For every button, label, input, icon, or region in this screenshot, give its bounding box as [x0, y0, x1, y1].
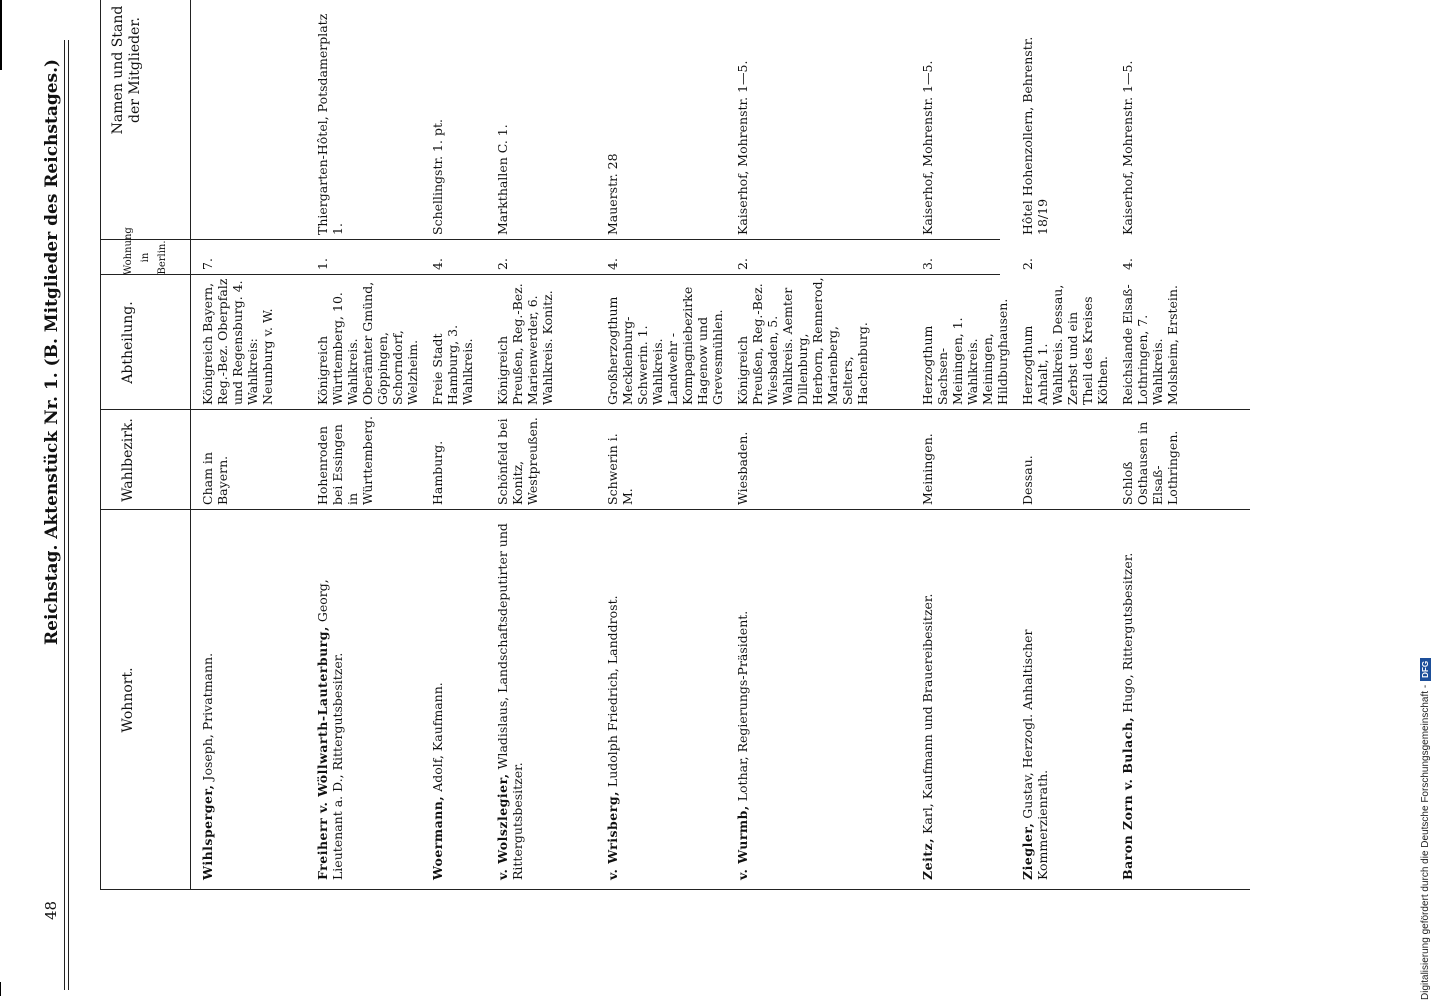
member-title: Hugo, Rittergutsbesitzer.: [1120, 552, 1135, 713]
table-header-rule: [190, 0, 191, 890]
member-title: Lothar, Regierungs-Präsident.: [735, 610, 750, 802]
column-rule-district: [100, 409, 1250, 410]
page-number: 48: [42, 900, 60, 920]
member-residence: Wiesbaden.: [735, 431, 750, 505]
member-residence: Dessau.: [1020, 455, 1035, 505]
member-surname: Baron Zorn v. Bulach,: [1120, 716, 1135, 880]
member-name: [1120, 520, 1135, 880]
member-surname: v. Wurmb,: [735, 805, 750, 880]
member-department: 4.: [605, 258, 620, 270]
member-department: 2.: [735, 258, 750, 270]
header-district: Wahlbezirk.: [120, 418, 136, 502]
member-residence: Schwerin i. M.: [605, 433, 635, 505]
member-residence: Schloß Osthausen in Elsaß-Lothringen.: [1120, 421, 1180, 505]
member-berlin-address: Thiergarten-Hôtel, Potsdamerplatz 1.: [315, 13, 345, 235]
member-name: [495, 520, 525, 880]
member-title: Ludolph Friedrich, Landdrost.: [605, 595, 620, 788]
header-residence: Wohnort.: [120, 667, 136, 733]
footer-text: Digitalisierung gefördert durch die Deutsche Forschungsgemeinschaft -: [1420, 684, 1431, 1000]
member-surname: Zeitz,: [920, 837, 935, 880]
column-rule-residence: [100, 509, 1250, 510]
member-berlin-address: Kaiserhof, Mohrenstr. 1—5.: [1120, 60, 1135, 235]
header-rule-inner: [68, 40, 69, 990]
column-rule-department: [100, 274, 1000, 275]
member-title: Georg, Lieutenant a. D., Rittergutsbesitzer.: [315, 579, 345, 880]
member-surname: Ziegler,: [1020, 822, 1035, 880]
member-name: [735, 520, 750, 880]
member-berlin-address: Kaiserhof, Mohrenstr. 1—5.: [735, 60, 750, 235]
member-name: [200, 520, 215, 880]
member-surname: Woermann,: [430, 795, 445, 880]
member-name: [315, 520, 345, 880]
member-residence: Meiningen.: [920, 433, 935, 505]
member-department: 1.: [315, 258, 330, 270]
member-title: Gustav, Herzogl. Anhaltischer Kommerzienrath.: [1020, 629, 1050, 880]
member-title: Joseph, Privatmann.: [200, 652, 215, 781]
table-left-rule: [100, 889, 1250, 890]
member-district: Königreich Württemberg, 10. Wahlkreis. Oberämter Gmünd, Göppingen, Schorndorf, Welzheim.: [315, 281, 420, 405]
member-berlin-address: Hôtel Hohenzollern, Behrenstr. 18/19: [1020, 36, 1050, 235]
header-berlin-dept: Wohnung in Berlin.: [123, 227, 168, 275]
member-name: [430, 520, 445, 880]
member-district: Herzogthum Anhalt, 1. Wahlkreis. Dessau, Zerbst und ein Theil des Kreises Köthen.: [1020, 284, 1110, 405]
member-district: Großherzogthum Mecklenburg-Schwerin. 1. Wahlkreis. Landwehr - Kompagniebezirke Hagenow und Grevesmühlen.: [605, 286, 725, 405]
member-department: 7.: [200, 258, 215, 270]
member-department: 4.: [1120, 258, 1135, 270]
member-district: Königreich Bayern, Reg.-Bez. Oberpfalz und Regensburg. 4. Wahlkreis: Neunburg v. W.: [200, 278, 275, 405]
header-department: Abtheilung.: [120, 301, 136, 384]
member-surname: Wihlsperger,: [200, 784, 215, 880]
member-district: Königreich Preußen, Reg.-Bez. Marienwerder, 6. Wahlkreis. Konitz.: [495, 283, 555, 405]
member-residence: Hamburg.: [430, 440, 445, 505]
member-residence: Schönfeld bei Konitz, Westpreußen.: [495, 417, 540, 505]
column-rule-berlin: [100, 239, 1000, 240]
member-name: [605, 520, 620, 880]
member-berlin-address: Schellingstr. 1. pt.: [430, 119, 445, 235]
member-residence: Cham in Bayern.: [200, 452, 230, 505]
member-surname: Freiherr v. Wöllwarth-Lauterburg,: [315, 626, 330, 880]
member-department: 3.: [920, 258, 935, 270]
member-department: 2.: [1020, 258, 1035, 270]
member-district: Reichslande Elsaß-Lothringen, 7. Wahlkreis. Molsheim, Erstein.: [1120, 284, 1180, 405]
member-department: 2.: [495, 258, 510, 270]
header-name: Namen und Stand der Mitglieder.: [110, 5, 143, 135]
member-district: Freie Stadt Hamburg, 3. Wahlkreis.: [430, 324, 475, 405]
member-name: [1020, 520, 1050, 880]
member-berlin-address: Mauerstr. 28: [605, 153, 620, 235]
member-berlin-address: Markthallen C. 1.: [495, 124, 510, 235]
running-title: Reichstag. Aktenstück Nr. 1. (B. Mitglieder des Reichstages.): [42, 58, 62, 645]
member-surname: v. Wrisberg,: [605, 791, 620, 880]
member-title: Adolf, Kaufmann.: [430, 682, 445, 792]
member-berlin-address: Kaiserhof, Mohrenstr. 1—5.: [920, 60, 935, 235]
member-residence: Hohenroden bei Essingen in Württemberg.: [315, 415, 375, 505]
member-surname: v. Wolszlegier,: [495, 773, 510, 880]
member-district: Herzogthum Sachsen-Meiningen, 1. Wahlkreis. Meiningen, Hildburghausen.: [920, 298, 1010, 405]
member-name: [920, 520, 935, 880]
member-department: 4.: [430, 258, 445, 270]
table-top-rule: [100, 0, 101, 890]
member-title: Karl, Kaufmann und Brauereibesitzer.: [920, 593, 935, 834]
member-title: Wladislaus, Landschaftsdeputirter und Rittergutsbesitzer.: [495, 523, 525, 880]
header-rule: [64, 40, 65, 990]
member-district: Königreich Preußen, Reg.-Bez. Wiesbaden, 5. Wahlkreis. Aemter Dillenburg, Herborn, Rennerod, Marienberg, Selters, Hachenburg.: [735, 277, 870, 405]
dfg-logo: DFG: [1420, 658, 1431, 681]
